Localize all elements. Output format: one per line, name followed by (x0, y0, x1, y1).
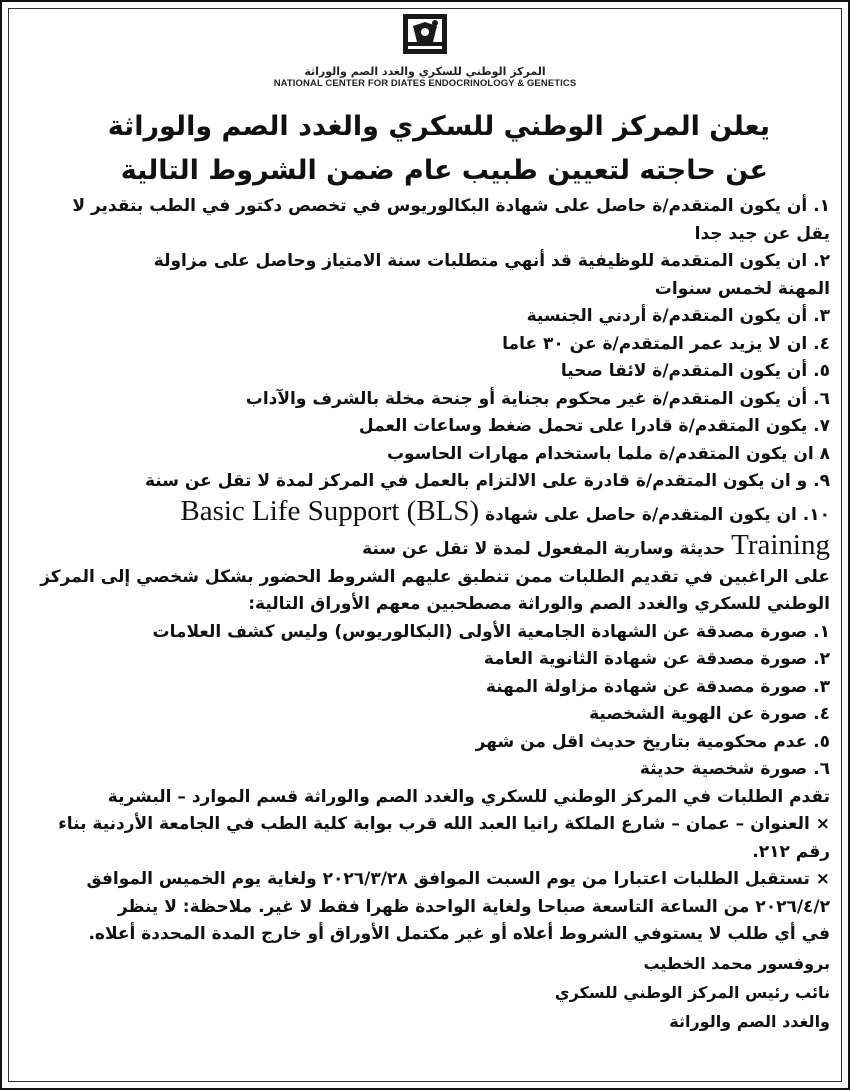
condition-2-line-2: المهنة لخمس سنوات (654, 278, 830, 299)
signatory-title-line-1: نائب رئيس المركز الوطني للسكري (554, 982, 830, 1002)
condition-7: ٧. يكون المتقدم/ة قادرا على تحمل ضغط وساعات العمل (358, 416, 830, 436)
address-line-1: × العنوان – عمان – شارع الملكة رانيا العبد الله قرب بوابة كلية الطب في الجامعة الأردنية بناء (58, 814, 830, 834)
signatory-name: بروفسور محمد الخطيب (643, 953, 830, 973)
condition-5: ٥. أن يكون المتقدم/ة لائقا صحيا (560, 361, 830, 381)
document-2: ٢. صورة مصدقة عن شهادة الثانوية العامة (483, 649, 830, 669)
condition-3: ٣. أن يكون المتقدم/ة أردني الجنسية (526, 306, 830, 326)
header (2, 12, 848, 90)
logo-icon (399, 12, 451, 58)
ad-body (16, 105, 830, 1036)
title-line-2: عن حاجته لتعيين طبيب عام ضمن الشروط التالية (120, 155, 768, 186)
condition-10-suffix: حديثة وسارية المفعول لمدة لا تقل عن سنة (362, 538, 726, 559)
condition-10-line-2 (16, 530, 830, 564)
document-1: ١. صورة مصدقة عن الشهادة الجامعية الأولى (البكالوريوس) وليس كشف العلامات (152, 621, 830, 642)
dates-line-3: في أي طلب لا يستوفي الشروط أعلاه أو غير مكتمل الأوراق أو خارج المدة المحددة أعلاه. (88, 924, 830, 944)
application-intro-line-1: على الراغبين في تقديم الطلبات ممن تنطبق عليهم الشروط الحضور بشكل شخصي إلى المركز (40, 566, 830, 587)
condition-8: ٨ ان يكون المتقدم/ة ملما باستخدام مهارات الحاسوب (386, 443, 830, 464)
dates-line-1: × تستقبل الطلبات اعتبارا من يوم السبت الموافق ٢٠٢٦/٣/٢٨ ولغاية يوم الخميس الموافق (86, 869, 830, 889)
submission-note: تقدم الطلبات في المركز الوطني للسكري والغدد الصم والوراثة قسم الموارد – البشرية (107, 786, 830, 807)
org-name-english: NATIONAL CENTER FOR DIATES ENDOCRINOLOGY & GENETICS (273, 78, 577, 89)
signatory-title-line-2: والغدد الصم والوراثة (669, 1011, 830, 1031)
document-3: ٣. صورة مصدقة عن شهادة مزاولة المهنة (485, 676, 830, 697)
document-6: ٦. صورة شخصية حديثة (639, 759, 830, 779)
document-4: ٤. صورة عن الهوية الشخصية (589, 704, 830, 724)
condition-10-certificate-2: Training (731, 528, 830, 561)
condition-10-certificate: Basic Life Support (BLS) (180, 494, 480, 527)
condition-10-line-1 (16, 496, 830, 530)
condition-4: ٤. ان لا يزيد عمر المتقدم/ة عن ٣٠ عاما (502, 333, 830, 354)
application-intro-line-2: الوطني للسكري والغدد الصم والوراثة مصطحبين معهم الأوراق التالية: (248, 594, 830, 614)
condition-1-line-1: ١. أن يكون المتقدم/ة حاصل على شهادة البكالوريوس في تخصص دكتور في الطب بتقدير لا (72, 196, 830, 216)
dates-line-2: ٢٠٢٦/٤/٢ من الساعة التاسعة صباحا ولغاية الواحدة ظهرا فقط لا غير. ملاحظة: لا ينظر (117, 896, 830, 917)
condition-10-prefix: ١٠. ان يكون المتقدم/ة حاصل على شهادة (485, 504, 830, 525)
address-line-2: رقم ٢١٢. (752, 841, 830, 862)
condition-1-line-2: يقل عن جيد جدا (694, 223, 830, 244)
condition-6: ٦. أن يكون المتقدم/ة غير محكوم بجناية أو جنحة مخلة بالشرف والآداب (245, 388, 830, 409)
title-line-1: يعلن المركز الوطني للسكري والغدد الصم والوراثة (107, 111, 770, 142)
condition-2-line-1: ٢. ان يكون المتقدمة للوظيفية قد أنهي متطلبات سنة الامتياز وحاصل على مزاولة (153, 251, 830, 271)
document-5: ٥. عدم محكومية بتاريخ حديث اقل من شهر (475, 731, 830, 752)
org-name-arabic: المركز الوطني للسكري والغدد الصم والوراثة (304, 65, 546, 78)
condition-9: ٩. و ان يكون المتقدم/ة قادرة على الالتزام بالعمل في المركز لمدة لا تقل عن سنة (144, 471, 830, 491)
